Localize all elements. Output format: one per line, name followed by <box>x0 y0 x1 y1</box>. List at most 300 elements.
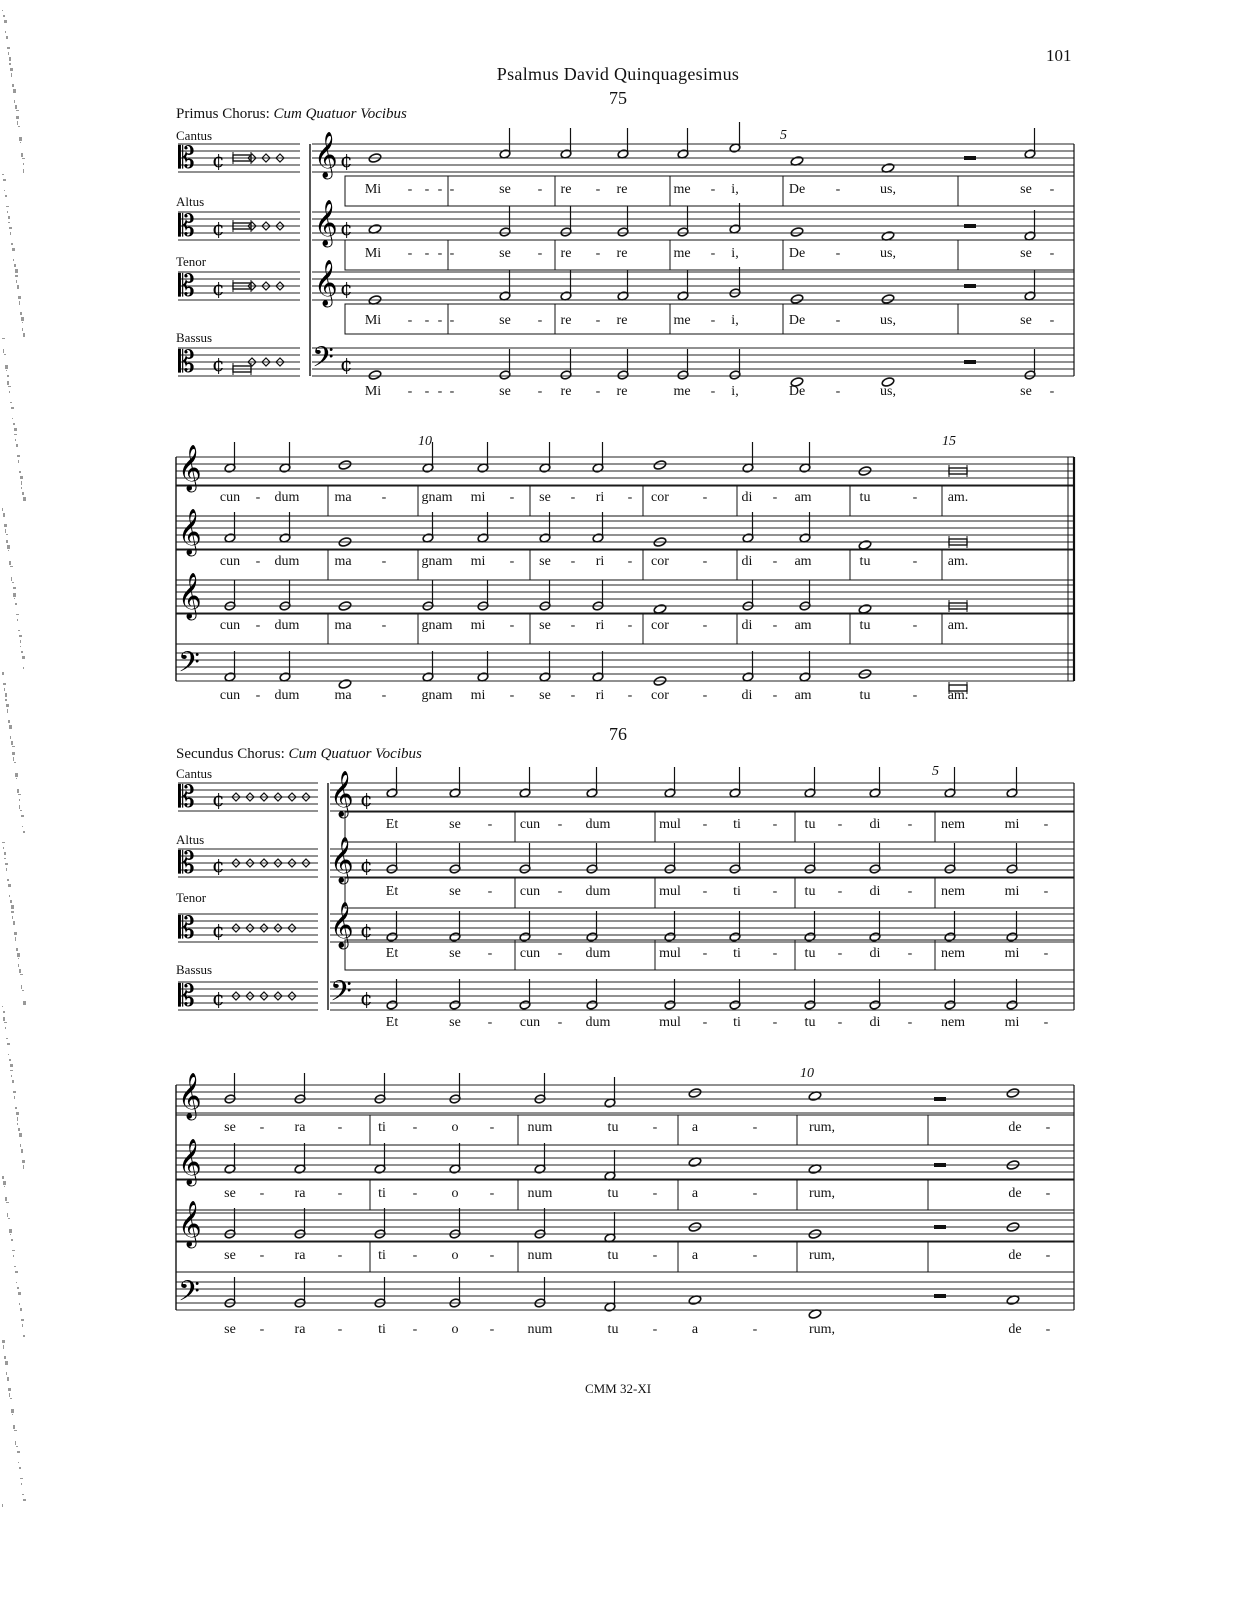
lyric-syllable: - <box>702 884 708 899</box>
voice-label-bassus: Bassus <box>176 330 213 345</box>
bass-clef-icon: 𝄢 <box>178 1275 200 1315</box>
lyric-syllable: rum, <box>808 1186 836 1201</box>
lyric-syllable: am <box>794 554 812 569</box>
voice-label-tenor: Tenor <box>176 890 207 905</box>
lyric-syllable: - <box>912 490 918 505</box>
treble-clef-icon: 𝄞 <box>314 200 338 246</box>
lyric-syllable: - <box>489 1120 495 1135</box>
lyric-syllable: se <box>539 618 551 633</box>
lyric-syllable: am <box>794 688 812 703</box>
c-clef-icon: 𝄡 <box>178 846 195 881</box>
lyric-syllable: - <box>557 946 563 961</box>
lyric-syllable: - <box>537 182 543 197</box>
lyric-syllable: - <box>1049 384 1055 399</box>
lyric-syllable: mul <box>659 946 681 961</box>
lyric-syllable: re <box>560 246 572 261</box>
lyric-syllable: mi <box>1004 817 1020 832</box>
lyric-syllable: se <box>1020 313 1032 328</box>
lyric-syllable: di <box>741 618 753 633</box>
lyric-syllable: - <box>627 554 633 569</box>
lyric-syllable: - <box>752 1248 758 1263</box>
lyric-syllable: dum <box>585 884 611 899</box>
lyric-syllable: Mi <box>364 384 382 399</box>
bar-number: 5 <box>932 764 939 779</box>
lyric-syllable: - <box>1043 946 1049 961</box>
lyric-syllable: us, <box>880 313 896 328</box>
lyric-syllable: - <box>1043 884 1049 899</box>
rest <box>934 1163 946 1167</box>
cut-time-icon: ¢ <box>340 352 353 376</box>
lyric-syllable: - <box>595 246 601 261</box>
lyric-syllable: gnam <box>421 490 453 505</box>
lyric-syllable: ti <box>378 1248 386 1263</box>
lyric-syllable: - <box>912 554 918 569</box>
lyric-syllable: gnam <box>421 554 453 569</box>
cut-time-icon: ¢ <box>212 986 225 1010</box>
lyric-syllable: - <box>437 384 443 399</box>
note-head <box>338 460 352 471</box>
lyric-syllable: se <box>1020 384 1032 399</box>
lyric-syllable: mi <box>1004 1015 1020 1030</box>
lyric-syllable: num <box>527 1248 553 1263</box>
lyric-syllable: mi <box>470 688 486 703</box>
lyric-syllable: a <box>691 1248 699 1263</box>
lyric-syllable: - <box>255 490 261 505</box>
lyric-syllable: - <box>570 490 576 505</box>
lyric-syllable: - <box>702 1015 708 1030</box>
lyric-syllable: a <box>691 1186 699 1201</box>
lyric-syllable: - <box>407 384 413 399</box>
c-clef-icon: 𝄡 <box>178 911 195 946</box>
treble-clef-icon: 𝄞 <box>178 573 202 619</box>
bar-number: 10 <box>418 434 432 449</box>
lyric-syllable: - <box>702 618 708 633</box>
note-head <box>368 370 382 381</box>
lyric-syllable: Et <box>385 946 399 961</box>
lyric-syllable: - <box>772 1015 778 1030</box>
lyric-syllable: - <box>772 688 778 703</box>
lyric-syllable: - <box>627 490 633 505</box>
lyric-syllable: dum <box>585 946 611 961</box>
lyric-syllable: De <box>788 313 806 328</box>
lyric-syllable: o <box>451 1248 459 1263</box>
rest <box>964 360 976 364</box>
cut-time-icon: ¢ <box>360 986 373 1010</box>
bar-number: 10 <box>800 1066 814 1081</box>
lyric-syllable: - <box>710 182 716 197</box>
lyric-syllable: tu <box>607 1248 619 1263</box>
lyric-syllable: - <box>835 182 841 197</box>
lyric-syllable: se <box>449 817 461 832</box>
lyric-syllable: mi <box>470 618 486 633</box>
lyric-syllable: - <box>437 182 443 197</box>
lyric-syllable: di <box>869 1015 881 1030</box>
lyric-syllable: ti <box>733 817 741 832</box>
lyric-syllable: - <box>424 246 430 261</box>
lyric-syllable: - <box>412 1322 418 1337</box>
lyric-syllable: - <box>557 817 563 832</box>
lyric-syllable: i, <box>731 313 739 328</box>
chorus-subtitle: Cum Quatuor Vocibus <box>273 106 407 122</box>
page-number: 101 <box>1046 46 1072 65</box>
lyric-syllable: se <box>224 1322 236 1337</box>
lyric-syllable: o <box>451 1186 459 1201</box>
lyric-syllable: - <box>509 490 515 505</box>
lyric-syllable: - <box>487 1015 493 1030</box>
lyric-syllable: - <box>772 884 778 899</box>
lyric-syllable: am <box>794 490 812 505</box>
lyric-syllable: se <box>499 182 511 197</box>
lyric-syllable: - <box>412 1248 418 1263</box>
lyric-syllable: dum <box>274 554 300 569</box>
voice-label-cantus: Cantus <box>176 766 213 781</box>
lyric-syllable: - <box>595 313 601 328</box>
lyric-syllable: - <box>1049 182 1055 197</box>
lyric-syllable: Et <box>385 884 399 899</box>
lyric-syllable: tu <box>607 1120 619 1135</box>
lyric-syllable: - <box>835 313 841 328</box>
note-head <box>790 227 804 238</box>
lyric-syllable: cor <box>651 688 669 703</box>
lyric-syllable: dum <box>274 490 300 505</box>
lyric-syllable: - <box>710 384 716 399</box>
lyric-syllable: di <box>741 554 753 569</box>
lyric-syllable: - <box>1045 1186 1051 1201</box>
lyric-syllable: se <box>449 884 461 899</box>
footer-catalog-ref: CMM 32-XI <box>584 1381 652 1396</box>
lyric-syllable: tu <box>607 1322 619 1337</box>
cut-time-icon: ¢ <box>212 148 225 172</box>
cut-time-icon: ¢ <box>212 216 225 240</box>
bass-clef-icon: 𝄢 <box>178 646 200 686</box>
lyric-box <box>176 1180 1074 1210</box>
lyric-syllable: di <box>869 946 881 961</box>
lyric-box <box>176 486 1074 516</box>
lyric-syllable: num <box>527 1186 553 1201</box>
lyric-syllable: - <box>837 1015 843 1030</box>
lyric-syllable: me <box>673 384 691 399</box>
lyric-syllable: ti <box>733 884 741 899</box>
lyric-syllable: o <box>451 1120 459 1135</box>
lyric-syllable: - <box>407 182 413 197</box>
lyric-syllable: - <box>337 1120 343 1135</box>
lyric-syllable: - <box>912 688 918 703</box>
lyric-syllable: i, <box>731 246 739 261</box>
lyric-syllable: cun <box>519 884 541 899</box>
lyric-syllable: - <box>509 688 515 703</box>
lyric-syllable: mi <box>1004 946 1020 961</box>
lyric-syllable: - <box>407 313 413 328</box>
lyric-syllable: nem <box>940 817 966 832</box>
lyric-syllable: - <box>570 688 576 703</box>
cut-time-icon: ¢ <box>212 787 225 811</box>
lyric-syllable: dum <box>274 688 300 703</box>
note-head <box>881 294 895 305</box>
lyric-syllable: - <box>489 1186 495 1201</box>
bar-number: 5 <box>780 128 787 143</box>
lyric-syllable: us, <box>880 182 896 197</box>
treble-clef-icon: 𝄞 <box>178 1139 202 1185</box>
lyric-syllable: De <box>788 384 806 399</box>
lyric-syllable: - <box>752 1186 758 1201</box>
lyric-syllable: - <box>837 817 843 832</box>
piece-number-76: 76 <box>609 724 627 744</box>
treble-clef-icon: 𝄞 <box>178 1073 202 1119</box>
note-head <box>688 1088 702 1099</box>
cut-time-icon: ¢ <box>360 853 373 877</box>
lyric-syllable: - <box>487 884 493 899</box>
lyric-syllable: cun <box>219 688 241 703</box>
lyric-syllable: - <box>509 554 515 569</box>
note-head <box>1006 1088 1020 1099</box>
lyric-syllable: - <box>907 946 913 961</box>
lyric-syllable: gnam <box>421 688 453 703</box>
lyric-box <box>176 614 1074 644</box>
c-clef-icon: 𝄡 <box>178 345 195 380</box>
cut-time-icon: ¢ <box>360 918 373 942</box>
lyric-syllable: ma <box>334 618 352 633</box>
lyric-syllable: - <box>557 884 563 899</box>
lyric-syllable: ti <box>378 1322 386 1337</box>
lyric-syllable: - <box>509 618 515 633</box>
lyric-syllable: - <box>255 554 261 569</box>
cut-time-icon: ¢ <box>212 276 225 300</box>
lyric-syllable: - <box>702 946 708 961</box>
lyric-syllable: ti <box>378 1186 386 1201</box>
lyric-syllable: ti <box>733 1015 741 1030</box>
lyric-syllable: nem <box>940 884 966 899</box>
lyric-syllable: - <box>570 554 576 569</box>
lyric-syllable: tu <box>804 817 816 832</box>
lyric-syllable: - <box>412 1120 418 1135</box>
lyric-syllable: cun <box>219 490 241 505</box>
lyric-syllable: i, <box>731 384 739 399</box>
lyric-syllable: tu <box>804 946 816 961</box>
lyric-syllable: cor <box>651 490 669 505</box>
lyric-syllable: - <box>449 246 455 261</box>
rest <box>934 1294 946 1298</box>
cut-time-icon: ¢ <box>212 853 225 877</box>
treble-clef-icon: 𝄞 <box>330 902 354 948</box>
lyric-syllable: De <box>788 182 806 197</box>
lyric-syllable: re <box>560 313 572 328</box>
lyric-syllable: - <box>907 817 913 832</box>
lyric-syllable: am <box>794 618 812 633</box>
lyric-syllable: - <box>424 384 430 399</box>
page-title: Psalmus David Quinquagesimus <box>496 64 740 84</box>
lyric-syllable: se <box>539 490 551 505</box>
lyric-syllable: - <box>702 817 708 832</box>
cut-time-icon: ¢ <box>340 148 353 172</box>
lyric-syllable: di <box>869 817 881 832</box>
lyric-syllable: Et <box>385 1015 399 1030</box>
lyric-syllable: - <box>652 1120 658 1135</box>
lyric-syllable: di <box>869 884 881 899</box>
lyric-syllable: ri <box>595 554 605 569</box>
lyric-syllable: - <box>337 1248 343 1263</box>
lyric-syllable: me <box>673 182 691 197</box>
lyric-syllable: me <box>673 246 691 261</box>
lyric-syllable: Mi <box>364 246 382 261</box>
lyric-syllable: re <box>616 384 628 399</box>
lyric-syllable: - <box>627 618 633 633</box>
lyric-syllable: ti <box>378 1120 386 1135</box>
lyric-syllable: cun <box>519 946 541 961</box>
lyric-syllable: - <box>570 618 576 633</box>
lyric-syllable: mi <box>470 554 486 569</box>
lyric-syllable: se <box>499 313 511 328</box>
lyric-syllable: rum, <box>808 1322 836 1337</box>
lyric-syllable: - <box>837 884 843 899</box>
voice-label-tenor: Tenor <box>176 254 207 269</box>
lyric-syllable: se <box>1020 246 1032 261</box>
lyric-syllable: se <box>499 246 511 261</box>
lyric-syllable: - <box>837 946 843 961</box>
lyric-syllable: - <box>1045 1322 1051 1337</box>
lyric-syllable: - <box>752 1120 758 1135</box>
lyric-syllable: - <box>835 384 841 399</box>
lyric-syllable: cun <box>519 817 541 832</box>
lyric-syllable: mul <box>659 884 681 899</box>
lyric-syllable: de <box>1008 1186 1022 1201</box>
chorus-label: Secundus Chorus: <box>176 746 285 762</box>
lyric-syllable: re <box>560 182 572 197</box>
lyric-syllable: - <box>487 817 493 832</box>
cut-time-icon: ¢ <box>212 918 225 942</box>
lyric-syllable: tu <box>607 1186 619 1201</box>
lyric-syllable: se <box>1020 182 1032 197</box>
c-clef-icon: 𝄡 <box>178 141 195 176</box>
lyric-syllable: o <box>451 1322 459 1337</box>
lyric-syllable: cun <box>219 618 241 633</box>
rest <box>964 156 976 160</box>
lyric-syllable: dum <box>585 1015 611 1030</box>
rest <box>934 1225 946 1229</box>
bar-number: 15 <box>942 434 956 449</box>
lyric-syllable: - <box>702 554 708 569</box>
rest <box>934 1097 946 1101</box>
lyric-syllable: - <box>489 1322 495 1337</box>
lyric-syllable: mi <box>1004 884 1020 899</box>
lyric-syllable: tu <box>859 554 871 569</box>
treble-clef-icon: 𝄞 <box>314 132 338 178</box>
lyric-syllable: - <box>487 946 493 961</box>
lyric-syllable: cun <box>219 554 241 569</box>
lyric-syllable: se <box>224 1120 236 1135</box>
bass-clef-icon: 𝄢 <box>330 975 352 1015</box>
lyric-syllable: - <box>710 313 716 328</box>
lyric-syllable: - <box>255 618 261 633</box>
c-clef-icon: 𝄡 <box>178 979 195 1014</box>
lyric-syllable: De <box>788 246 806 261</box>
lyric-syllable: am. <box>947 554 969 569</box>
c-clef-icon: 𝄡 <box>178 269 195 304</box>
lyric-syllable: tu <box>804 884 816 899</box>
lyric-syllable: - <box>772 490 778 505</box>
cut-time-icon: ¢ <box>340 276 353 300</box>
lyric-syllable: - <box>1043 817 1049 832</box>
lyric-syllable: - <box>437 313 443 328</box>
treble-clef-icon: 𝄞 <box>330 837 354 883</box>
lyric-syllable: num <box>527 1120 553 1135</box>
lyric-syllable: i, <box>731 182 739 197</box>
lyric-syllable: us, <box>880 246 896 261</box>
c-clef-icon: 𝄡 <box>178 209 195 244</box>
lyric-syllable: - <box>702 688 708 703</box>
voice-label-cantus: Cantus <box>176 128 213 143</box>
lyric-syllable: ma <box>334 688 352 703</box>
lyric-syllable: di <box>741 688 753 703</box>
lyric-syllable: - <box>449 384 455 399</box>
lyric-syllable: tu <box>859 688 871 703</box>
cut-time-icon: ¢ <box>360 787 373 811</box>
lyric-syllable: - <box>381 618 387 633</box>
lyric-syllable: ti <box>733 946 741 961</box>
lyric-syllable: tu <box>859 618 871 633</box>
note-head <box>790 294 804 305</box>
lyric-syllable: - <box>772 554 778 569</box>
lyric-syllable: dum <box>274 618 300 633</box>
lyric-syllable: - <box>652 1322 658 1337</box>
lyric-syllable: - <box>772 946 778 961</box>
voice-label-bassus: Bassus <box>176 962 213 977</box>
lyric-syllable: de <box>1008 1322 1022 1337</box>
cut-time-icon: ¢ <box>340 216 353 240</box>
lyric-syllable: se <box>449 1015 461 1030</box>
lyric-syllable: - <box>381 490 387 505</box>
lyric-syllable: nem <box>940 1015 966 1030</box>
lyric-syllable: - <box>772 618 778 633</box>
treble-clef-icon: 𝄞 <box>178 509 202 555</box>
lyric-syllable: - <box>595 384 601 399</box>
lyric-syllable: - <box>1049 313 1055 328</box>
lyric-syllable: - <box>437 246 443 261</box>
lyric-syllable: - <box>489 1248 495 1263</box>
lyric-syllable: - <box>1045 1248 1051 1263</box>
lyric-syllable: se <box>539 688 551 703</box>
lyric-syllable: - <box>259 1248 265 1263</box>
lyric-syllable: ra <box>294 1120 306 1135</box>
cut-time-icon: ¢ <box>212 352 225 376</box>
lyric-syllable: cor <box>651 618 669 633</box>
lyric-syllable: se <box>499 384 511 399</box>
lyric-syllable: ra <box>294 1248 306 1263</box>
lyric-syllable: - <box>337 1186 343 1201</box>
lyric-syllable: gnam <box>421 618 453 633</box>
lyric-syllable: - <box>907 884 913 899</box>
treble-clef-icon: 𝄞 <box>178 445 202 491</box>
lyric-syllable: ri <box>595 490 605 505</box>
lyric-box <box>176 1242 1074 1272</box>
lyric-syllable: re <box>616 246 628 261</box>
lyric-syllable: Et <box>385 817 399 832</box>
lyric-syllable: rum, <box>808 1248 836 1263</box>
lyric-syllable: - <box>537 246 543 261</box>
lyric-syllable: ri <box>595 618 605 633</box>
lyric-syllable: cun <box>519 1015 541 1030</box>
lyric-syllable: mi <box>470 490 486 505</box>
lyric-syllable: - <box>1045 1120 1051 1135</box>
lyric-syllable: tu <box>859 490 871 505</box>
lyric-syllable: am. <box>947 688 969 703</box>
lyric-syllable: tu <box>804 1015 816 1030</box>
lyric-syllable: rum, <box>808 1120 836 1135</box>
lyric-syllable: ri <box>595 688 605 703</box>
lyric-syllable: - <box>537 384 543 399</box>
lyric-syllable: - <box>381 688 387 703</box>
lyric-syllable: ma <box>334 490 352 505</box>
lyric-syllable: - <box>449 182 455 197</box>
